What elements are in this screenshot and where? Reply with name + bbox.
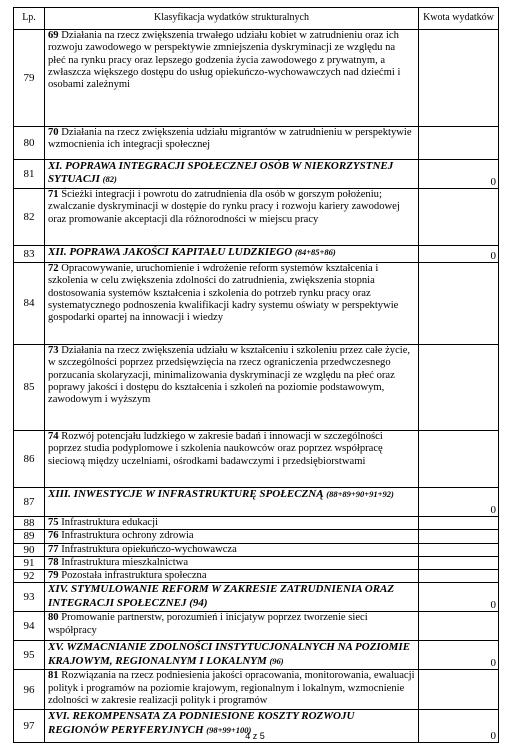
row-lp: 87 xyxy=(14,488,45,517)
item-code: 75 xyxy=(48,517,59,528)
table-row xyxy=(14,189,499,246)
item-cell xyxy=(45,345,419,431)
row-lp: 94 xyxy=(14,612,45,641)
row-lp: 97 xyxy=(14,710,45,743)
row-lp: 95 xyxy=(14,641,45,670)
row-amount: 0 xyxy=(419,710,499,743)
section-cell xyxy=(45,160,419,189)
page-number: 4 z 5 xyxy=(245,731,265,741)
section-sum: (88+89+90+91+92) xyxy=(326,489,394,499)
row-amount xyxy=(419,263,499,345)
row-lp: 88 xyxy=(14,517,45,530)
item-cell xyxy=(45,612,419,641)
row-amount xyxy=(419,517,499,530)
item-text: Infrastruktura ochrony zdrowia xyxy=(58,530,194,542)
table-header-row xyxy=(14,8,499,30)
item-cell xyxy=(45,127,419,160)
item-text: Działania na rzecz zwiększenia trwałego udziału kobiet w zatrudnieniu oraz ich rozwoju zawodowego w perspektywie zmniejszenia dyskryminacji ze względu na płeć na rynku pracy oraz lepszego godzenia życia zawodowego z prywatnym, a zwłaszcza większego dostępu do usług opiekuńczo-wychowawczych nad dziećmi i osobami zależnymi xyxy=(48,30,401,91)
section-cell xyxy=(45,488,419,517)
item-text: Infrastruktura mieszkalnictwa xyxy=(58,556,189,568)
table-row xyxy=(14,612,499,641)
row-amount: 0 xyxy=(419,246,499,263)
section-cell xyxy=(45,246,419,263)
row-amount: 0 xyxy=(419,641,499,670)
expenditure-table xyxy=(13,7,499,743)
row-amount xyxy=(419,30,499,127)
table-row xyxy=(14,431,499,488)
section-title: XV. WZMACNIANIE ZDOLNOŚCI INSTYTUCJONALNYCH NA POZIOMIE KRAJOWYM, REGIONALNYM I LOKALNYM xyxy=(48,641,411,667)
section-title: XVI. REKOMPENSATA ZA PODNIESIONE KOSZTY ROZWOJU REGIONÓW PERYFERYJNYCH xyxy=(48,710,355,736)
item-text: Działania na rzecz zwiększenia udziału migrantów w zatrudnieniu w perspektywie wzmocnienia ich integracji społecznej xyxy=(48,127,412,151)
item-text: Działania na rzecz zwiększenia udziału w kształceniu i szkoleniu przez całe życie, w szczególności poprzez przedsięwzięcia na rzecz ograniczenia przedwczesnego porzucania skolaryzacji, minimalizowania dyskryminacji ze względu na płeć oraz poprawy jakości i dostępu do kształcenia i szkoleń na poziomie podstawowym, zawodowym i wyższym xyxy=(48,345,411,406)
section-cell xyxy=(45,583,419,612)
row-lp: 80 xyxy=(14,127,45,160)
row-amount: 0 xyxy=(419,160,499,189)
row-lp: 81 xyxy=(14,160,45,189)
row-amount: 0 xyxy=(419,488,499,517)
table-row xyxy=(14,543,499,556)
row-amount xyxy=(419,543,499,556)
row-amount xyxy=(419,530,499,543)
section-title: XIII. INWESTYCJE W INFRASTRUKTURĘ SPOŁECZNĄ xyxy=(48,488,324,500)
item-text: Ścieżki integracji i powrotu do zatrudnienia dla osób w gorszym położeniu; zwalczanie dyskryminacji w dostępie do rynku pracy i rozwoju kariery zawodowej oraz promowanie akceptacji dla różnorodności w miejscu pracy xyxy=(48,189,400,225)
row-amount xyxy=(419,127,499,160)
table-row xyxy=(14,345,499,431)
item-code: 78 xyxy=(48,556,59,568)
item-text: Promowanie partnerstw, porozumień i inicjatyw poprzez tworzenie sieci współpracy xyxy=(48,612,368,636)
row-lp: 96 xyxy=(14,670,45,710)
item-cell xyxy=(45,670,419,710)
table-row xyxy=(14,30,499,127)
table-body xyxy=(14,30,499,743)
row-lp: 79 xyxy=(14,30,45,127)
section-title: XIV. STYMULOWANIE REFORM W ZAKRESIE ZATRUDNIENIA ORAZ INTEGRACJI SPOŁECZNEJ (94) xyxy=(48,583,395,609)
row-lp: 82 xyxy=(14,189,45,246)
row-amount xyxy=(419,431,499,488)
item-text: Infrastruktura opiekuńczo-wychowawcza xyxy=(58,543,237,555)
item-code: 76 xyxy=(48,530,59,542)
item-code: 77 xyxy=(48,543,59,555)
table-row xyxy=(14,530,499,543)
item-cell xyxy=(45,570,419,583)
item-text: Rozwój potencjału ludzkiego w zakresie badań i innowacji w szczególności poprzez studia podyplomowe i szkolenia naukowców oraz poprzez współpracę sieciową między uczelniami, ośrodkami badawczymi i przedsiębiorstwami xyxy=(48,431,383,467)
section-sum: (98+99+100) xyxy=(206,724,252,735)
row-lp: 91 xyxy=(14,556,45,569)
row-amount xyxy=(419,612,499,641)
row-lp: 93 xyxy=(14,583,45,612)
item-code: 72 xyxy=(48,263,59,274)
item-cell xyxy=(45,530,419,543)
table-row xyxy=(14,570,499,583)
section-title: XI. POPRAWA INTEGRACJI SPOŁECZNEJ OSÓB W NIEKORZYSTNEJ SYTUACJI xyxy=(48,160,394,186)
row-lp: 84 xyxy=(14,263,45,345)
row-amount: 0 xyxy=(419,583,499,612)
row-amount xyxy=(419,345,499,431)
section-sum: (82) xyxy=(102,174,117,185)
table-row xyxy=(14,160,499,189)
item-cell xyxy=(45,517,419,530)
item-code: 70 xyxy=(48,127,59,138)
section-cell xyxy=(45,641,419,670)
item-cell xyxy=(45,30,419,127)
item-code: 79 xyxy=(48,570,59,582)
item-code: 80 xyxy=(48,612,59,624)
row-lp: 85 xyxy=(14,345,45,431)
row-lp: 92 xyxy=(14,570,45,583)
item-cell xyxy=(45,189,419,246)
header-kwota: Kwota wydatków xyxy=(419,8,499,30)
table-row xyxy=(14,246,499,263)
item-text: Pozostała infrastruktura społeczna xyxy=(58,570,207,582)
item-code: 74 xyxy=(48,431,59,442)
item-code: 69 xyxy=(48,30,59,41)
item-text: Opracowywanie, uruchomienie i wdrożenie reform systemów kształcenia i szkolenia w celu zwiększenia zdolności do zatrudnienia, zwiększenia stopnia dostosowania systemów kształcenia i szkolenia do potrzeb rynku pracy oraz systematycznego podnoszenia kwalifikacji kadry systemu oświaty w perspektywie gospodarki opartej na innowacji i wiedzy xyxy=(48,263,399,324)
row-amount xyxy=(419,189,499,246)
row-amount xyxy=(419,556,499,569)
row-lp: 83 xyxy=(14,246,45,263)
row-lp: 86 xyxy=(14,431,45,488)
table-row xyxy=(14,670,499,710)
section-title: XII. POPRAWA JAKOŚCI KAPITAŁU LUDZKIEGO xyxy=(48,246,293,258)
header-klasyfikacja: Klasyfikacja wydatków strukturalnych xyxy=(45,8,419,30)
item-code: 81 xyxy=(48,670,59,682)
table-row xyxy=(14,127,499,160)
table-row xyxy=(14,583,499,612)
table-row xyxy=(14,556,499,569)
item-cell xyxy=(45,543,419,556)
section-sum: (84+85+86) xyxy=(294,247,336,257)
table-row xyxy=(14,517,499,530)
item-cell xyxy=(45,263,419,345)
table-row xyxy=(14,488,499,517)
row-amount xyxy=(419,570,499,583)
header-lp: Lp. xyxy=(14,8,45,30)
item-cell xyxy=(45,556,419,569)
item-text: Rozwiązania na rzecz podniesienia jakości opracowania, monitorowania, ewaluacji polityk i programów na poziomie krajowym, regionalnym i lokalnym, wzmocnienie zdolności w zakresie realizacji polityk i programów xyxy=(48,670,415,707)
item-code: 73 xyxy=(48,345,59,356)
section-sum: (96) xyxy=(269,655,284,666)
row-amount xyxy=(419,670,499,710)
row-lp: 89 xyxy=(14,530,45,543)
table-row xyxy=(14,641,499,670)
item-cell xyxy=(45,431,419,488)
table-row xyxy=(14,263,499,345)
item-code: 71 xyxy=(48,189,59,200)
item-text: Infrastruktura edukacji xyxy=(58,517,159,528)
row-lp: 90 xyxy=(14,543,45,556)
